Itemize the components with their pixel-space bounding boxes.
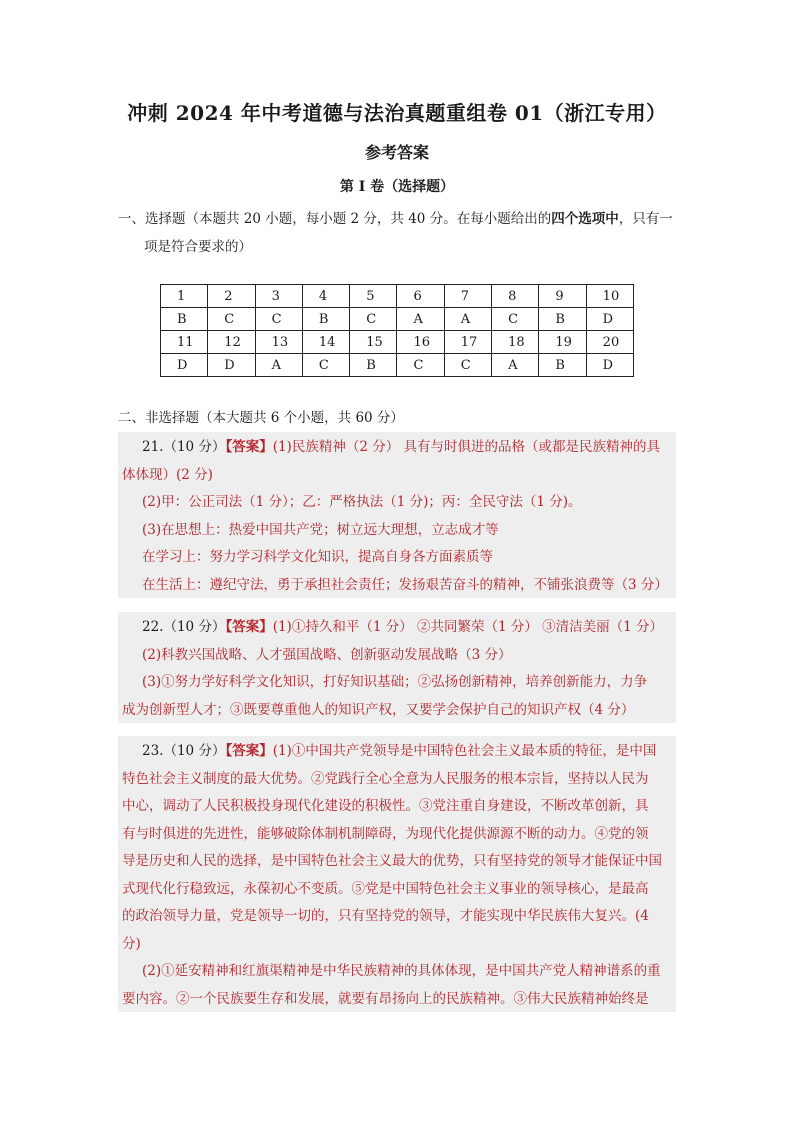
table-cell: 19 [539, 331, 586, 354]
q23-line1 [122, 738, 672, 766]
table-cell: C [255, 308, 302, 331]
table-cell: 11 [161, 331, 208, 354]
q23-answer-tag: 【答案】 [225, 743, 273, 759]
table-cell: 15 [350, 331, 397, 354]
table-cell: C [302, 354, 349, 377]
q22-number: 22.（10 分） [142, 619, 226, 635]
q22-answer-block [118, 612, 676, 723]
section1-line1 [118, 205, 678, 233]
q23-answer-block [118, 736, 676, 1012]
table-cell: 18 [492, 331, 539, 354]
table-row [161, 308, 634, 331]
table-cell: 1 [161, 285, 208, 308]
q22-line2: (2)科教兴国战略、人才强国战略、创新驱动发展战略（3 分） [142, 646, 512, 663]
table-cell: 6 [397, 285, 444, 308]
q21-text1: (1)民族精神（2 分） 具有与时俱进的品格（或都是民族精神的具 [272, 439, 660, 455]
section1-heading [118, 205, 678, 261]
q21-line3: (2)甲：公正司法（1 分）；乙：严格执法（1 分)；丙：全民守法（1 分)。 [142, 494, 582, 510]
q23-text1: (1)①中国共产党领导是中国特色社会主义最本质的特征，是中国 [272, 743, 657, 759]
q22-text1: (1)①持久和平（1 分） ②共同繁荣（1 分） ③清洁美丽（1 分） [272, 619, 664, 635]
table-cell: 7 [444, 285, 491, 308]
q22-answer-tag: 【答案】 [225, 619, 273, 635]
q22-line3: (3)①努力学好科学文化知识，打好知识基础；②弘扬创新精神，培养创新能力，力争 [142, 674, 648, 690]
table-cell: 4 [302, 285, 349, 308]
answer-table [160, 284, 634, 377]
table-cell: 13 [255, 331, 302, 354]
section1-line2: 项是符合要求的） [144, 239, 252, 255]
table-row [161, 285, 634, 308]
table-cell: B [302, 308, 349, 331]
table-cell: B [350, 354, 397, 377]
table-cell: C [208, 308, 255, 331]
q21-answer-tag: 【答案】 [225, 439, 273, 455]
table-cell: 17 [444, 331, 491, 354]
table-cell: C [492, 308, 539, 331]
table-cell: A [255, 354, 302, 377]
page-title: 冲刺 2024 年中考道德与法治真题重组卷 01（浙江专用） [127, 101, 667, 125]
table-cell: 3 [255, 285, 302, 308]
q22-line4: 成为创新型人才；③既要尊重他人的知识产权，又要学会保护自己的知识产权（4 分） [122, 701, 635, 718]
q23-line10: 要内容。②一个民族要生存和发展，就要有昂扬向上的民族精神。③伟大民族精神始终是 [122, 990, 649, 1007]
table-cell: 14 [302, 331, 349, 354]
section1-heading-bold: 四个选项中 [551, 211, 619, 227]
table-cell: D [208, 354, 255, 377]
table-cell: D [161, 354, 208, 377]
table-cell: 8 [492, 285, 539, 308]
table-cell: C [444, 354, 491, 377]
table-cell: D [586, 354, 633, 377]
q21-line5: 在学习上：努力学习科学文化知识，提高自身各方面素质等 [142, 549, 493, 565]
q21-line1 [122, 434, 672, 462]
q23-line6: 式现代化行稳致远，永葆初心不变质。⑤党是中国特色社会主义事业的领导核心，是最高 [122, 880, 649, 897]
table-cell: B [539, 354, 586, 377]
table-row [161, 354, 634, 377]
table-cell: 5 [350, 285, 397, 308]
q23-line3: 中心，调动了人民积极投身现代化建设的积极性。③党注重自身建设，不断改革创新，具 [122, 798, 649, 814]
q23-line4: 有与时俱进的先进性，能够破除体制机制障碍，为现代化提供源源不断的动力。④党的领 [122, 825, 649, 842]
section1-heading-end: ，只有一 [618, 211, 673, 227]
table-cell: 12 [208, 331, 255, 354]
q21-line4: (3)在思想上：热爱中国共产党；树立远大理想，立志成才等 [142, 521, 499, 538]
section1-heading-text: 一、选择题（本题共 20 小题，每小题 2 分，共 40 分。在每小题给出的 [118, 211, 552, 227]
q21-line6: 在生活上：遵纪守法，勇于承担社会责任；发扬艰苦奋斗的精神，不铺张浪费等（3 分） [142, 576, 668, 593]
table-cell: C [397, 354, 444, 377]
q21-line2: 体体现）(2 分) [122, 466, 213, 483]
part1-title: 第 I 卷（选择题） [339, 179, 455, 195]
q23-number: 23.（10 分） [142, 743, 226, 759]
q22-line1 [122, 614, 672, 642]
table-cell: D [586, 308, 633, 331]
table-cell: C [350, 308, 397, 331]
section2-heading: 二、非选择题（本大题共 6 个小题，共 60 分） [118, 410, 404, 426]
table-cell: B [161, 308, 208, 331]
q21-answer-block [118, 432, 676, 598]
q23-line7: 的政治领导力量，党是领导一切的，只有坚持党的领导，才能实现中华民族伟大复兴。(4 [122, 908, 649, 924]
table-cell: 16 [397, 331, 444, 354]
q23-line2: 特色社会主义制度的最大优势。②党践行全心全意为人民服务的根本宗旨，坚持以人民为 [122, 770, 649, 787]
q23-line9: (2)①延安精神和红旗渠精神是中华民族精神的具体体现，是中国共产党人精神谱系的重 [142, 963, 661, 979]
q21-number: 21.（10 分） [142, 439, 226, 455]
q23-line5: 导是历史和人民的选择，是中国特色社会主义最大的优势，只有坚持党的领导才能保证中国 [122, 853, 662, 869]
table-cell: A [444, 308, 491, 331]
page-subtitle: 参考答案 [364, 143, 429, 162]
table-cell: 2 [208, 285, 255, 308]
table-cell: 9 [539, 285, 586, 308]
table-cell: A [397, 308, 444, 331]
table-cell: A [492, 354, 539, 377]
table-cell: 20 [586, 331, 633, 354]
table-cell: B [539, 308, 586, 331]
table-row [161, 331, 634, 354]
q23-line8: 分) [122, 935, 141, 952]
table-cell: 10 [586, 285, 633, 308]
